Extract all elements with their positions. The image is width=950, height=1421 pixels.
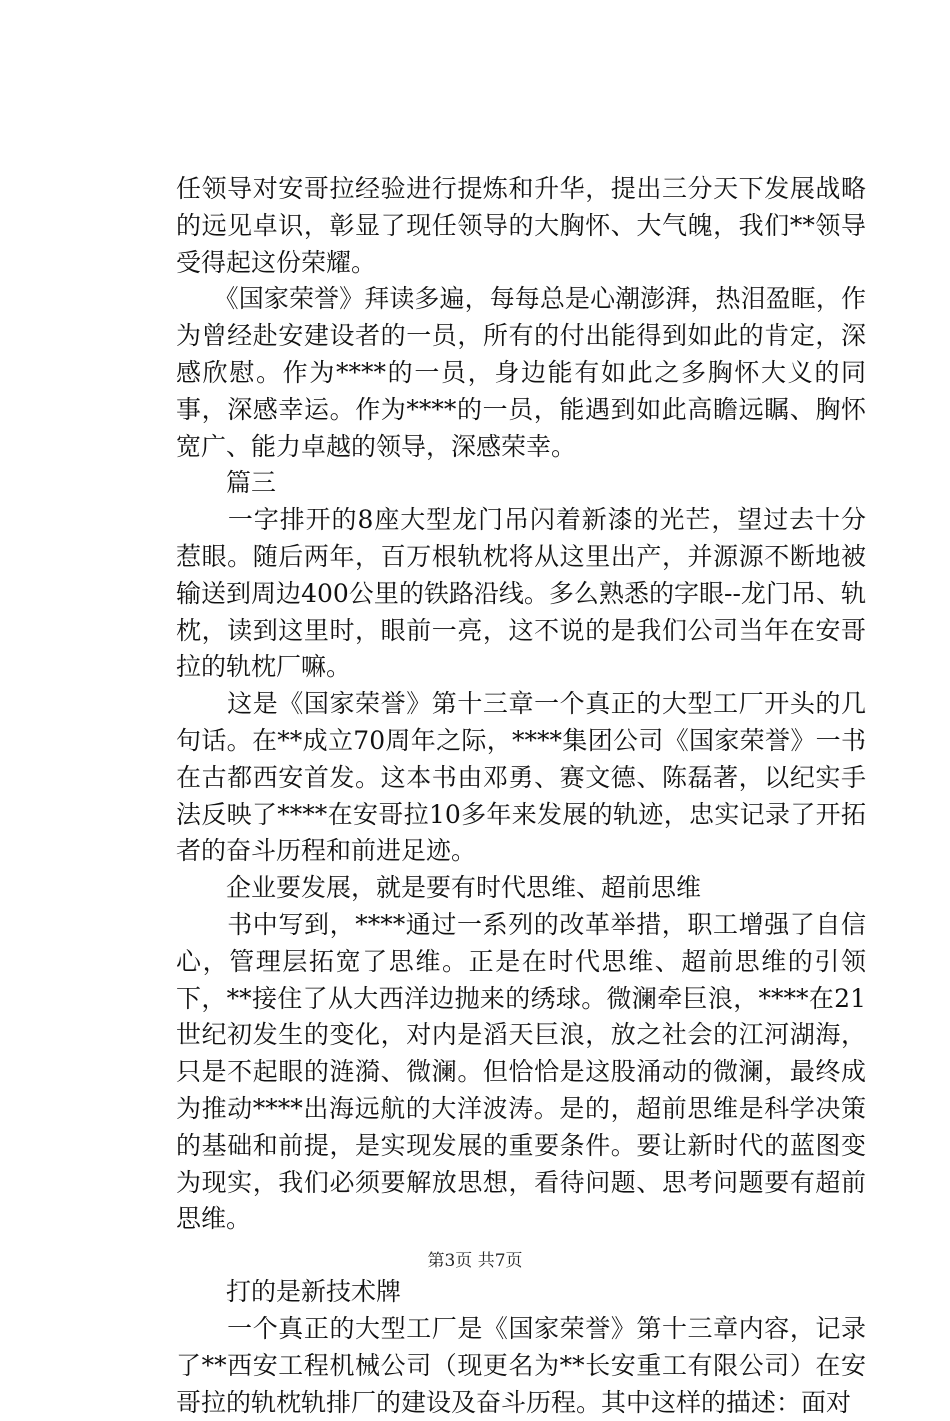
subheading-forward-thinking: 企业要发展，就是要有时代思维、超前思维 <box>176 873 702 903</box>
page-number-footer: 第3页 共7页 <box>427 1251 523 1271</box>
subheading-new-technology: 打的是新技术牌 <box>176 1277 402 1307</box>
paragraph-large-factory: 一个真正的大型工厂是《国家荣誉》第十三章内容，记录了**西安工程机械公司（现更名为**长安重工有限公司）在安哥拉的轨枕轨排厂的建设及奋斗历程。其中这样的描述：面对 <box>176 1313 866 1417</box>
paragraph-reading-reflection: 《国家荣誉》拜读多遍，每每总是心潮澎湃，热泪盈眶，作为曾经赴安建设者的一员，所有的付出能得到如此的肯定，深感欣慰。作为****的一员，身边能有如此之多胸怀大义的同事，深感幸运。作为****的一员，能遇到如此高瞻远瞩、胸怀宽广、能力卓越的领导，深感荣幸。 <box>176 284 866 461</box>
paragraph-gantry-cranes: 一字排开的8座大型龙门吊闪着新漆的光芒，望过去十分惹眼。随后两年，百万根轨枕将从这里出产，并源源不断地被输送到周边400公里的铁路沿线。多么熟悉的字眼--龙门吊、轨枕，读到这里时，眼前一亮，这不说的是我们公司当年在安哥拉的轨枕厂嘛。 <box>176 505 866 682</box>
paragraph-reform-measures: 书中写到，****通过一系列的改革举措，职工增强了自信心，管理层拓宽了思维。正是在时代思维、超前思维的引领下，**接住了从大西洋边抛来的绣球。微澜牵巨浪，****在21世纪初发生的变化，对内是滔天巨浪，放之社会的江河湖海，只是不起眼的涟漪、微澜。但恰恰是这股涌动的微澜，最终成为推动****出海远航的大洋波涛。是的，超前思维是科学决策的基础和前提，是实现发展的重要条件。要让新时代的蓝图变为现实，我们必须要解放思想，看待问题、思考问题要有超前思维。 <box>176 909 866 1234</box>
paragraph-book-introduction: 这是《国家荣誉》第十三章一个真正的大型工厂开头的几句话。在**成立70周年之际，****集团公司《国家荣誉》一书在古都西安首发。这本书由邓勇、赛文德、陈磊著，以纪实手法反映了****在安哥拉10多年来发展的轨迹，忠实记录了开拓者的奋斗历程和前进足迹。 <box>176 689 866 866</box>
section-heading-part-three: 篇三 <box>176 468 277 498</box>
paragraph-continuation: 任领导对安哥拉经验进行提炼和升华，提出三分天下发展战略的远见卓识，彰显了现任领导的大胸怀、大气魄，我们**领导受得起这份荣耀。 <box>176 174 866 277</box>
document-body <box>176 171 866 1421</box>
